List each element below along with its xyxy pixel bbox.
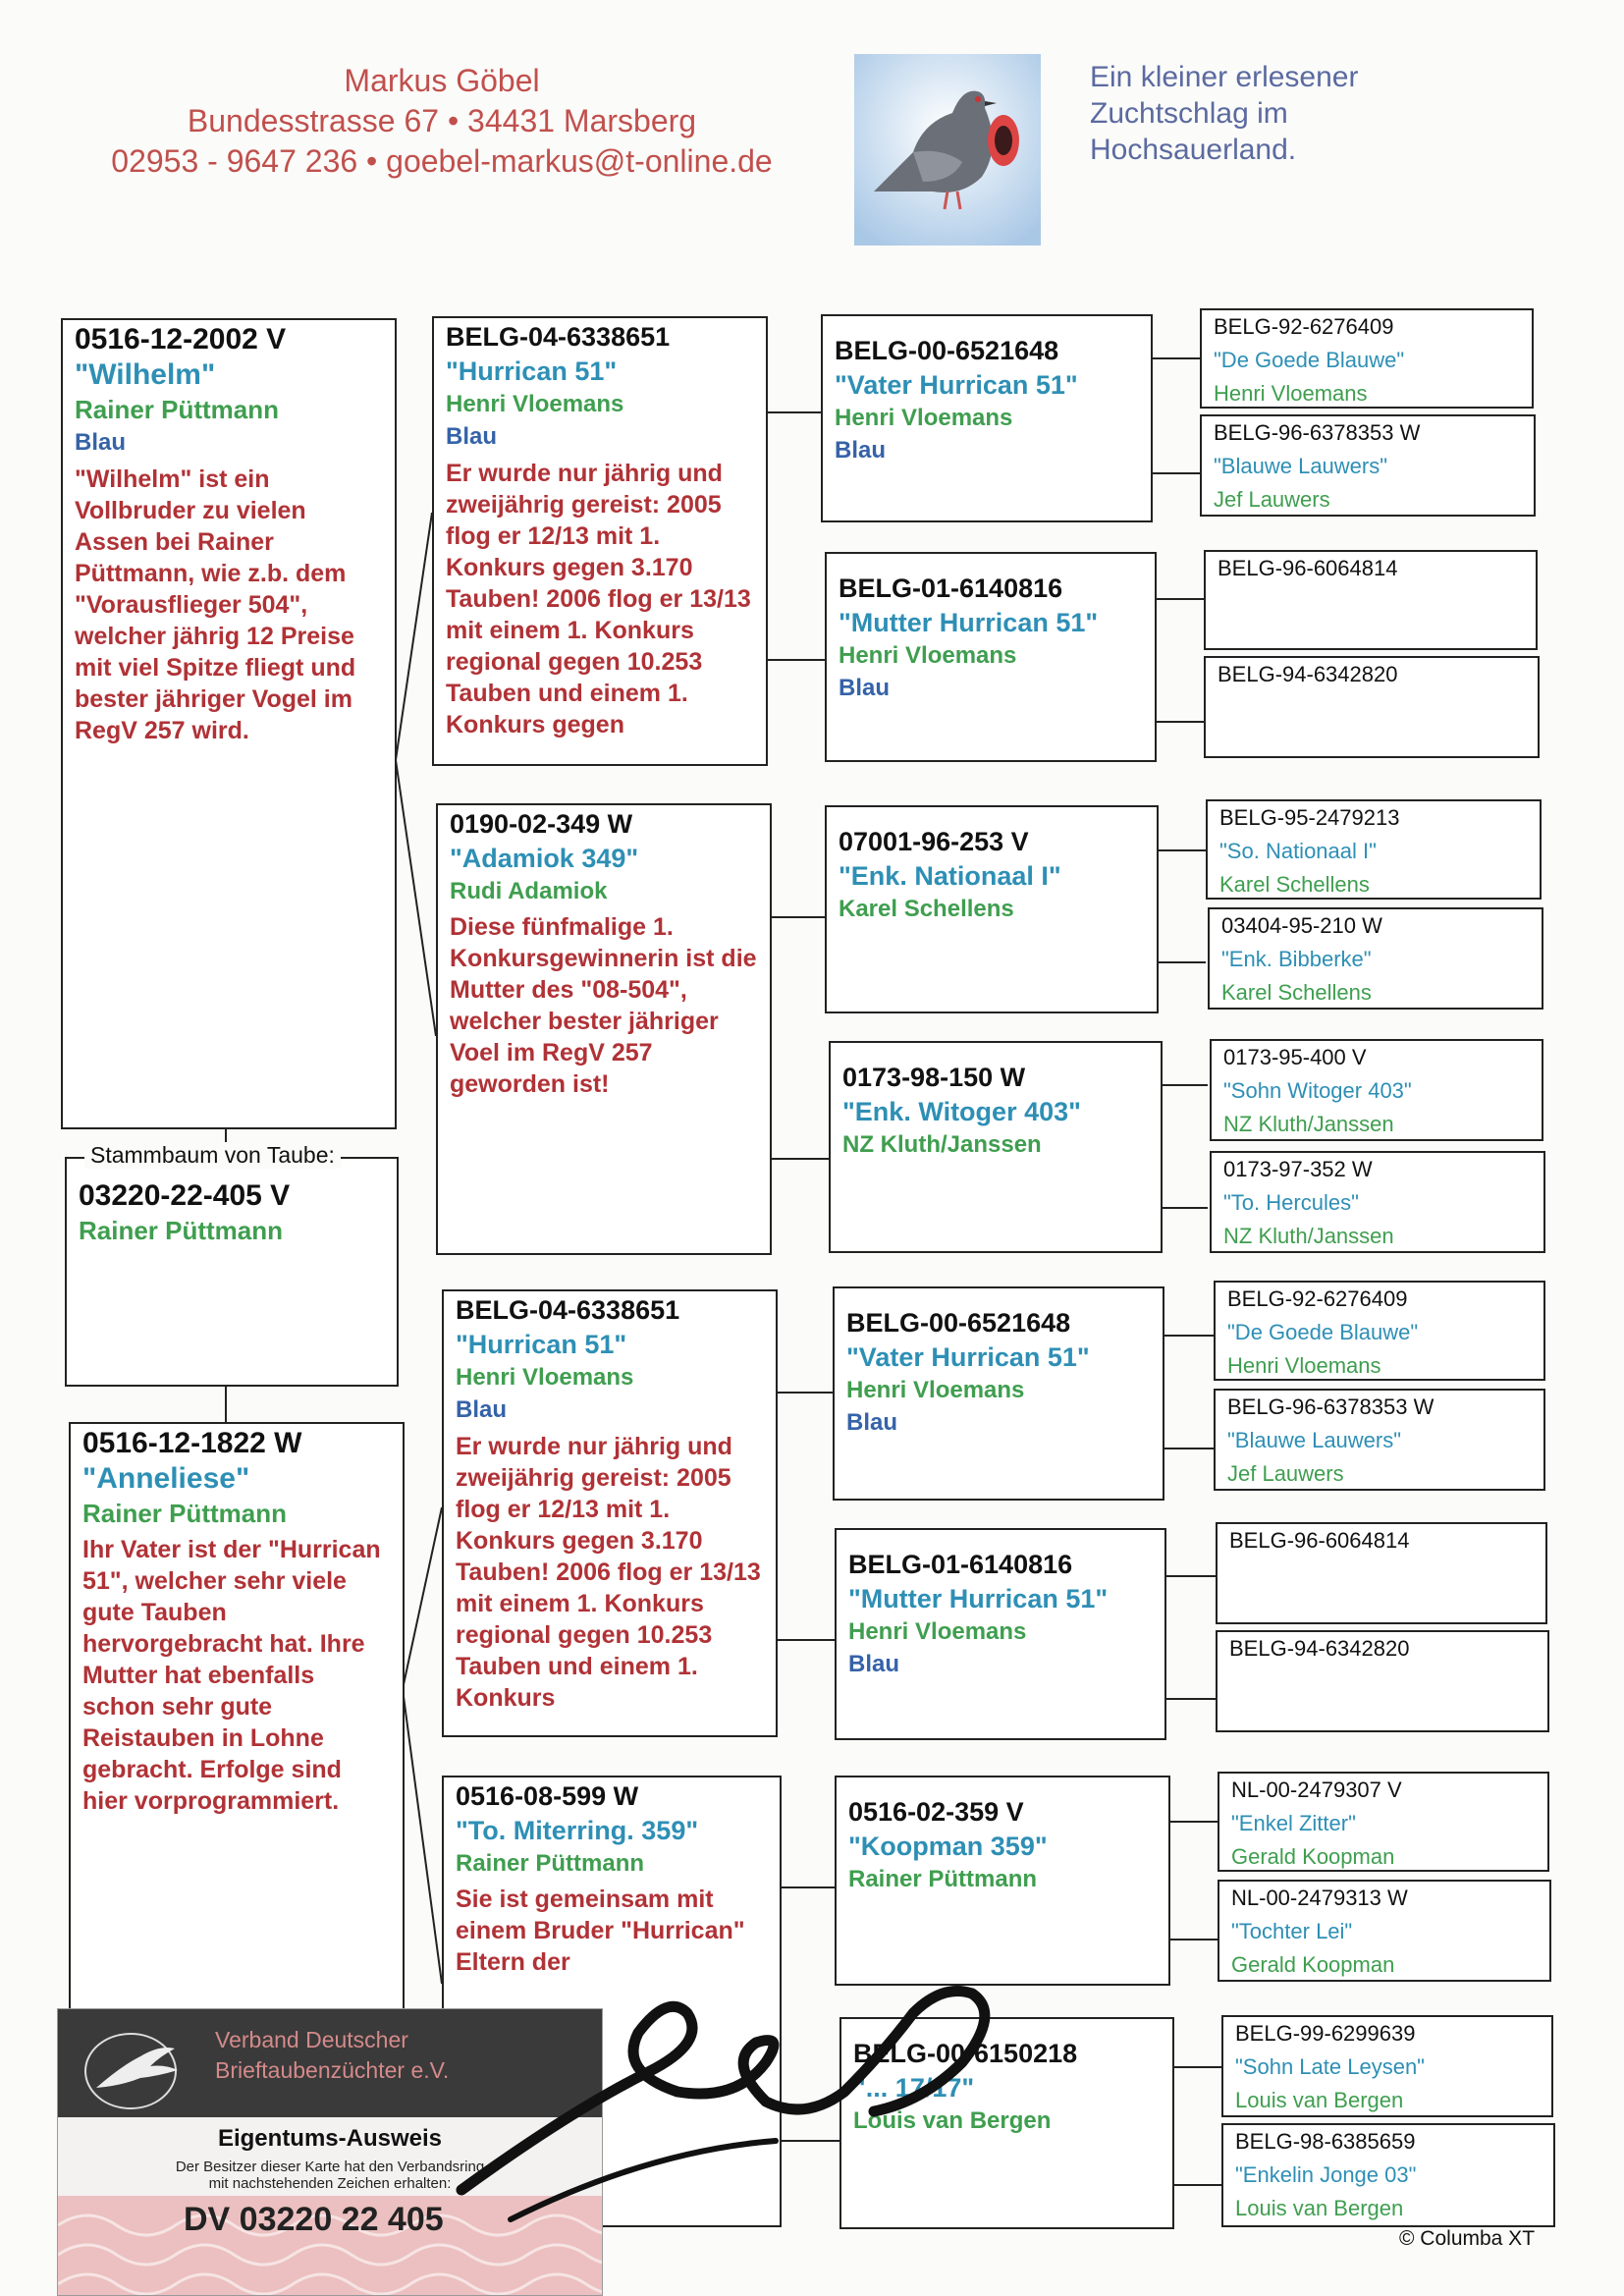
- breeder-name: Henri Vloemans: [1227, 1353, 1381, 1378]
- breeder-name: Henri Vloemans: [848, 1618, 1027, 1645]
- ancestor-card: [1210, 1039, 1543, 1141]
- pigeon-color: Blau: [835, 437, 887, 464]
- pigeon-name: "Vater Hurrican 51": [835, 370, 1078, 400]
- ring-number: BELG-92-6276409: [1214, 314, 1394, 339]
- pigeon-name: "Hurrican 51": [446, 356, 618, 386]
- ancestor-card: [1221, 2123, 1555, 2227]
- pigeon-name: "Blauwe Lauwers": [1214, 454, 1388, 478]
- ring-number: BELG-00-6150218: [853, 2039, 1078, 2068]
- pigeon-name: "Enkelin Jonge 03": [1235, 2162, 1417, 2187]
- ring-number: BELG-00-6521648: [835, 336, 1059, 365]
- pigeon-name: "Vater Hurrican 51": [846, 1342, 1090, 1372]
- ring-number: 0516-12-2002 V: [75, 323, 287, 355]
- pigeon-name: "Mutter Hurrican 51": [839, 608, 1099, 637]
- ring-number: BELG-94-6342820: [1229, 1636, 1410, 1661]
- handwritten-signature: [452, 1954, 1080, 2249]
- breeder-name: Louis van Bergen: [1235, 2088, 1404, 2112]
- pigeon-color: Blau: [446, 423, 498, 450]
- card-org-line: Brieftaubenzüchter e.V.: [215, 2057, 450, 2083]
- breeder-name: Rainer Püttmann: [79, 1216, 284, 1245]
- card-org-line: Verband Deutscher: [215, 2027, 408, 2052]
- ancestor-card: [1216, 1630, 1549, 1732]
- ring-number: BELG-99-6299639: [1235, 2021, 1416, 2046]
- ancestor-card: [1200, 414, 1536, 517]
- great-grandparent-card: [835, 1528, 1166, 1740]
- ring-number: BELG-96-6378353 W: [1227, 1394, 1435, 1419]
- ring-number: BELG-04-6338651: [456, 1295, 680, 1325]
- dove-logo-icon: [72, 2027, 199, 2115]
- grandparent-card: [432, 316, 768, 766]
- pigeon-name: "Tochter Lei": [1231, 1919, 1353, 1943]
- breeder-name: Henri Vloemans: [456, 1364, 634, 1391]
- card-subtitle-line: mit nachstehenden Zeichen erhalten:: [208, 2175, 452, 2192]
- ring-number: BELG-92-6276409: [1227, 1286, 1408, 1311]
- ring-number: BELG-96-6064814: [1229, 1528, 1410, 1553]
- ring-number: 0173-95-400 V: [1223, 1045, 1367, 1069]
- card-organization: [215, 2025, 449, 2086]
- breeder-name: Louis van Bergen: [853, 2107, 1052, 2134]
- pigeon-name: "Sohn Witoger 403": [1223, 1078, 1412, 1103]
- breeder-name: Jef Lauwers: [1227, 1461, 1344, 1486]
- copyright: © Columba XT: [1399, 2227, 1536, 2250]
- pigeon-name: "De Goede Blauwe": [1214, 348, 1405, 372]
- pigeon-color: Blau: [456, 1396, 508, 1423]
- pigeon-name: "So. Nationaal I": [1219, 839, 1377, 863]
- breeder-name: Karel Schellens: [1221, 980, 1372, 1005]
- pigeon-description: Er wurde nur jährig und zweijährig gereist: 2005 flog er 12/13 mit 1. Konkurs gegen 3.170 Tauben! 2006 flog er 13/13 mit einem 1. Konkurs regional gegen 10.253 Tauben und einem 1. Konkurs gegen: [446, 460, 751, 738]
- breeder-name: Rainer Püttmann: [456, 1850, 645, 1877]
- pigeon-name: "Enkel Zitter": [1231, 1811, 1356, 1835]
- pigeon-name: "To. Hercules": [1223, 1190, 1359, 1215]
- ring-number: BELG-94-6342820: [1218, 662, 1398, 686]
- ring-number: BELG-98-6385659: [1235, 2129, 1416, 2154]
- great-grandparent-card: [833, 1286, 1164, 1501]
- ring-number: BELG-00-6521648: [846, 1308, 1071, 1338]
- pigeon-name: "Anneliese": [82, 1462, 250, 1495]
- ancestor-card: [1210, 1151, 1545, 1253]
- ring-number: BELG-01-6140816: [839, 574, 1063, 603]
- great-grandparent-card: [825, 805, 1159, 1013]
- ring-number: 07001-96-253 V: [839, 827, 1029, 856]
- breeder-name: Rainer Püttmann: [848, 1866, 1038, 1892]
- pigeon-name: "De Goede Blauwe": [1227, 1320, 1419, 1344]
- pigeon-name: "Enk. Nationaal I": [839, 861, 1061, 891]
- ring-number: 0173-97-352 W: [1223, 1157, 1373, 1181]
- ancestor-card: [1214, 1389, 1545, 1491]
- ring-number: BELG-96-6064814: [1218, 556, 1398, 580]
- grandparent-card: [436, 803, 772, 1255]
- pigeon-description: Diese fünfmalige 1. Konkursgewinnerin ist die Mutter des "08-504", welcher bester jähriger Voel im RegV 257 geworden ist!: [450, 913, 757, 1098]
- ring-number: 0516-12-1822 W: [82, 1427, 302, 1459]
- breeder-name: Jef Lauwers: [1214, 487, 1330, 512]
- slogan: [1090, 59, 1358, 168]
- breeder-name: Markus Göbel: [344, 63, 540, 98]
- breeder-contact: 02953 - 9647 236 • goebel-markus@t-online.de: [111, 143, 773, 179]
- ancestor-card: [1221, 2015, 1553, 2117]
- ancestor-card: [1206, 799, 1542, 900]
- pigeon-description: Ihr Vater ist der "Hurrican 51", welcher sehr viele gute Tauben hervorgebracht hat. Ihre Mutter hat ebenfalls schon sehr gute Reistauben in Lohne gebracht. Erfolge sind hier vorprogrammiert.: [82, 1536, 381, 1815]
- pigeon-description: "Wilhelm" ist ein Vollbruder zu vielen Assen bei Rainer Püttmann, wie z.b. dem "Vorausflieger 504", welcher jährig 12 Preise mit viel Spitze fliegt und bester jähriger Vogel im RegV 257 wird.: [75, 465, 356, 744]
- pigeon-color: Blau: [839, 675, 891, 701]
- breeder-name: Rainer Püttmann: [82, 1499, 288, 1528]
- great-grandparent-card: [829, 1041, 1163, 1253]
- breeder-name: Rudi Adamiok: [450, 878, 608, 904]
- ancestor-card: [1218, 1772, 1549, 1872]
- great-grandparent-card: [825, 552, 1157, 762]
- ring-number: NL-00-2479307 V: [1231, 1777, 1402, 1802]
- pigeon-description: Sie ist gemeinsam mit einem Bruder "Hurrican" Eltern der: [456, 1886, 745, 1976]
- ring-number: 03220-22-405 V: [79, 1179, 291, 1212]
- card-title: Eigentums-Ausweis: [217, 2125, 443, 2152]
- breeder-name: Gerald Koopman: [1231, 1952, 1395, 1977]
- breeder-name: Karel Schellens: [839, 896, 1014, 922]
- ring-number: 0190-02-349 W: [450, 809, 633, 839]
- breeder-name: Karel Schellens: [1219, 872, 1370, 897]
- pigeon-name: "Mutter Hurrican 51": [848, 1584, 1109, 1613]
- pigeon-name: "Wilhelm": [75, 358, 216, 391]
- pigeon-name: "Hurrican 51": [456, 1330, 627, 1359]
- slogan-line: Hochsauerland.: [1090, 134, 1297, 166]
- pigeon-name: "Koopman 359": [848, 1831, 1048, 1861]
- breeder-name: Henri Vloemans: [846, 1377, 1025, 1403]
- pigeon-name: "... 17/17": [853, 2073, 975, 2103]
- pigeon-name: "Adamiok 349": [450, 844, 639, 873]
- breeder-name: Henri Vloemans: [1214, 381, 1368, 406]
- breeder-name: NZ Kluth/Janssen: [1223, 1112, 1394, 1136]
- breeder-address: [49, 61, 835, 182]
- breeder-name: NZ Kluth/Janssen: [1223, 1224, 1394, 1248]
- slogan-line: Zuchtschlag im: [1090, 97, 1288, 130]
- breeder-street: Bundesstrasse 67 • 34431 Marsberg: [187, 103, 697, 138]
- pigeon-name: "Blauwe Lauwers": [1227, 1428, 1402, 1452]
- ring-number: BELG-96-6378353 W: [1214, 420, 1421, 445]
- pigeon-description: Er wurde nur jährig und zweijährig gereist: 2005 flog er 12/13 mit 1. Konkurs gegen 3.170 Tauben! 2006 flog er 13/13 mit einem 1. Konkurs regional gegen 10.253 Tauben und einem 1. Konkurs: [456, 1433, 761, 1712]
- slogan-line: Ein kleiner erlesener: [1090, 61, 1359, 93]
- breeder-name: Henri Vloemans: [839, 642, 1017, 669]
- ancestor-card: [1204, 550, 1538, 650]
- breeder-name: Gerald Koopman: [1231, 1844, 1395, 1869]
- sire-card: [61, 318, 397, 1129]
- pigeon-name: "Enk. Bibberke": [1221, 947, 1372, 971]
- subject-card: [65, 1157, 399, 1387]
- breeder-name: Louis van Bergen: [1235, 2196, 1404, 2220]
- ring-number: NL-00-2479313 W: [1231, 1886, 1408, 1910]
- ancestor-card: [1200, 308, 1534, 409]
- ring-number: BELG-95-2479213: [1219, 805, 1400, 830]
- ancestor-card: [1214, 1281, 1545, 1381]
- dam-card: [69, 1422, 405, 2031]
- ancestor-card: [1204, 656, 1540, 758]
- ring-number: BELG-01-6140816: [848, 1550, 1073, 1579]
- breeder-name: Henri Vloemans: [835, 405, 1013, 431]
- ring-number: BELG-04-6338651: [446, 322, 671, 352]
- pigeon-color: Blau: [848, 1651, 900, 1677]
- pigeon-color: Blau: [75, 429, 127, 456]
- pigeon-name: "Enk. Witoger 403": [842, 1097, 1081, 1126]
- ring-number: 0173-98-150 W: [842, 1063, 1026, 1092]
- ancestor-card: [1208, 907, 1543, 1010]
- pigeon-name: "Sohn Late Leysen": [1235, 2054, 1425, 2079]
- ring-number-card: DV 03220 22 405: [184, 2201, 444, 2238]
- ring-number: 0516-02-359 V: [848, 1797, 1024, 1827]
- pigeon-name: "To. Miterring. 359": [456, 1816, 699, 1845]
- breeder-name: Rainer Püttmann: [75, 395, 280, 424]
- pedigree-label: Stammbaum von Taube:: [84, 1142, 341, 1169]
- ring-number: 03404-95-210 W: [1221, 913, 1382, 938]
- grandparent-card: [442, 1289, 778, 1737]
- ring-number: 0516-08-599 W: [456, 1781, 639, 1811]
- great-grandparent-card: [821, 314, 1153, 522]
- pigeon-photo: [854, 54, 1041, 246]
- card-subtitle-line: Der Besitzer dieser Karte hat den Verbandsring: [175, 2159, 485, 2175]
- breeder-name: Henri Vloemans: [446, 391, 624, 417]
- breeder-name: NZ Kluth/Janssen: [842, 1131, 1042, 1158]
- ancestor-card: [1216, 1522, 1547, 1624]
- ancestor-card: [1218, 1880, 1551, 1982]
- pigeon-color: Blau: [846, 1409, 898, 1436]
